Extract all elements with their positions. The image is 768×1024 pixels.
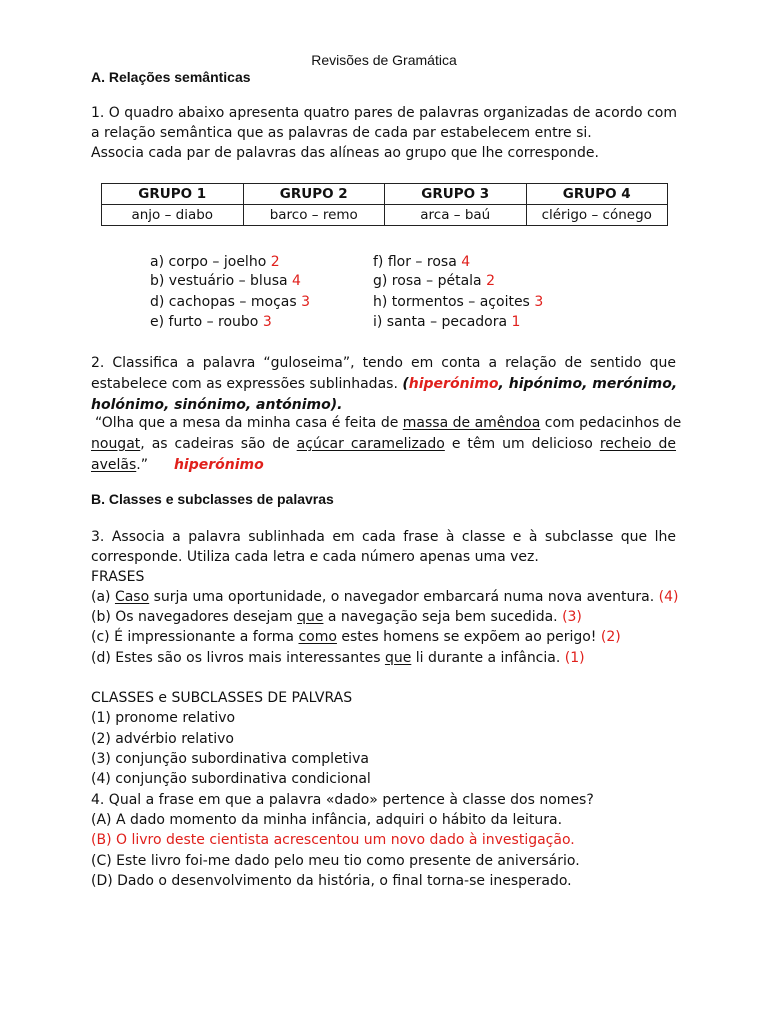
frase-answer: (4) <box>658 589 679 605</box>
q2-line-2 <box>91 374 676 394</box>
frase-post: a navegação seja bem sucedida. <box>323 609 558 625</box>
q1-line-2: a relação semântica que as palavras de cada par estabelecem entre si. <box>91 125 592 141</box>
quote-text: com pedacinhos de <box>544 415 682 431</box>
item-answer: 4 <box>292 273 301 289</box>
item-text: a) corpo – joelho <box>150 254 267 270</box>
item-a <box>150 252 280 272</box>
q2-quote-line-1 <box>95 413 682 433</box>
q2-options-rest: , hipónimo, merónimo, <box>498 376 678 392</box>
frase-underlined-word: Caso <box>114 589 150 605</box>
item-d <box>150 292 310 312</box>
class-item: (3) conjunção subordinativa completiva <box>91 751 369 767</box>
item-text: d) cachopas – moças <box>150 294 297 310</box>
item-answer: 3 <box>301 294 311 310</box>
quote-underlined: avelãs <box>91 457 137 473</box>
item-text: f) flor – rosa <box>373 254 457 270</box>
frase-answer: (2) <box>600 629 621 645</box>
item-text: h) tormentos – açoites <box>373 294 530 310</box>
groups-table <box>101 183 668 226</box>
quote-text: .” <box>136 457 148 473</box>
q1-line-1: 1. O quadro abaixo apresenta quatro pares de palavras organizadas de acordo com <box>91 105 677 121</box>
q1-line-3: Associa cada par de palavras das alíneas ao grupo que lhe corresponde. <box>91 145 599 161</box>
groups-header-row <box>102 184 668 205</box>
item-text: b) vestuário – blusa <box>150 273 288 289</box>
frase-pre: (a) <box>91 589 115 605</box>
q2-option-hiperonimo: hiperónimo <box>408 376 499 392</box>
item-answer: 3 <box>534 294 544 310</box>
frase-underlined-word: que <box>384 650 412 666</box>
q2-answer: hiperónimo <box>173 457 264 473</box>
q4-option-a: (A) A dado momento da minha infância, adquiri o hábito da leitura. <box>91 812 563 828</box>
frase-d <box>91 648 585 668</box>
q2-line-2-text: estabelece com as expressões sublinhadas. <box>91 376 398 392</box>
q2-quote-line-3 <box>91 455 264 475</box>
q2-options-open <box>402 376 677 392</box>
item-answer: 3 <box>262 314 272 330</box>
frase-pre: (d) Estes são os livros mais interessantes <box>91 650 385 666</box>
quote-underlined: massa de amêndoa <box>402 415 541 431</box>
frase-post: li durante a infância. <box>411 650 561 666</box>
q4-question: 4. Qual a frase em que a palavra «dado» pertence à classe dos nomes? <box>91 792 594 808</box>
item-text: i) santa – pecadora <box>373 314 508 330</box>
group-header: GRUPO 3 <box>385 184 527 205</box>
item-answer: 2 <box>270 254 280 270</box>
item-h <box>373 292 543 312</box>
q4-option-b-correct: (B) O livro deste cientista acrescentou um novo dado à investigação. <box>91 832 575 848</box>
group-pair: arca – baú <box>385 205 527 226</box>
quote-text: e têm um delicioso <box>451 436 593 452</box>
q2-line-3: holónimo, sinónimo, antónimo). <box>91 397 343 413</box>
frase-post: estes homens se expõem ao perigo! <box>336 629 597 645</box>
quote-text: “Olha que a mesa da minha casa é feita de <box>95 415 399 431</box>
class-item: (1) pronome relativo <box>91 710 236 726</box>
item-g <box>373 271 495 291</box>
frase-pre: (b) Os navegadores desejam <box>91 609 298 625</box>
item-b <box>150 271 301 291</box>
class-item: (2) advérbio relativo <box>91 731 234 747</box>
frase-post: surja uma oportunidade, o navegador embarcará numa nova aventura. <box>149 589 655 605</box>
q4-option-d: (D) Dado o desenvolvimento da história, o final torna-se inesperado. <box>91 873 572 889</box>
group-pair: anjo – diabo <box>102 205 244 226</box>
group-pair: barco – remo <box>243 205 385 226</box>
q4-option-c: (C) Este livro foi-me dado pelo meu tio como presente de aniversário. <box>91 853 580 869</box>
q2-quote-line-2 <box>91 434 676 454</box>
frases-label: FRASES <box>91 569 145 585</box>
group-header: GRUPO 4 <box>526 184 668 205</box>
frase-c <box>91 627 621 647</box>
classes-label: CLASSES e SUBCLASSES DE PALVRAS <box>91 690 353 706</box>
groups-pair-row <box>102 205 668 226</box>
section-b-heading: B. Classes e subclasses de palavras <box>91 491 334 507</box>
frase-a <box>91 587 678 607</box>
section-a-heading: A. Relações semânticas <box>91 69 251 85</box>
frase-answer: (3) <box>562 609 582 625</box>
group-header: GRUPO 2 <box>243 184 385 205</box>
item-text: g) rosa – pétala <box>373 273 482 289</box>
quote-underlined: recheio de <box>599 436 677 452</box>
q3-line-2: corresponde. Utiliza cada letra e cada número apenas uma vez. <box>91 549 539 565</box>
frase-underlined-word: que <box>297 609 324 625</box>
q2-open-paren: ( <box>402 376 409 392</box>
group-header: GRUPO 1 <box>102 184 244 205</box>
group-pair: clérigo – cónego <box>526 205 668 226</box>
item-i <box>373 312 520 332</box>
page-title: Revisões de Gramática <box>311 52 457 68</box>
class-item: (4) conjunção subordinativa condicional <box>91 771 371 787</box>
item-e <box>150 312 272 332</box>
frase-b <box>91 607 582 627</box>
q2-line-1: 2. Classifica a palavra “guloseima”, tendo em conta a relação de sentido que <box>91 355 676 371</box>
item-answer: 4 <box>461 254 471 270</box>
item-answer: 2 <box>486 273 495 289</box>
frase-underlined-word: como <box>298 629 337 645</box>
frase-answer: (1) <box>564 650 585 666</box>
item-answer: 1 <box>511 314 521 330</box>
item-text: e) furto – roubo <box>150 314 259 330</box>
q3-line-1: 3. Associa a palavra sublinhada em cada frase à classe e à subclasse que lhe <box>91 529 676 545</box>
quote-underlined: açúcar caramelizado <box>296 436 445 452</box>
quote-underlined: nougat <box>91 436 141 452</box>
quote-text: , as cadeiras são de <box>140 436 290 452</box>
item-f <box>373 252 470 272</box>
frase-pre: (c) É impressionante a forma <box>91 629 299 645</box>
